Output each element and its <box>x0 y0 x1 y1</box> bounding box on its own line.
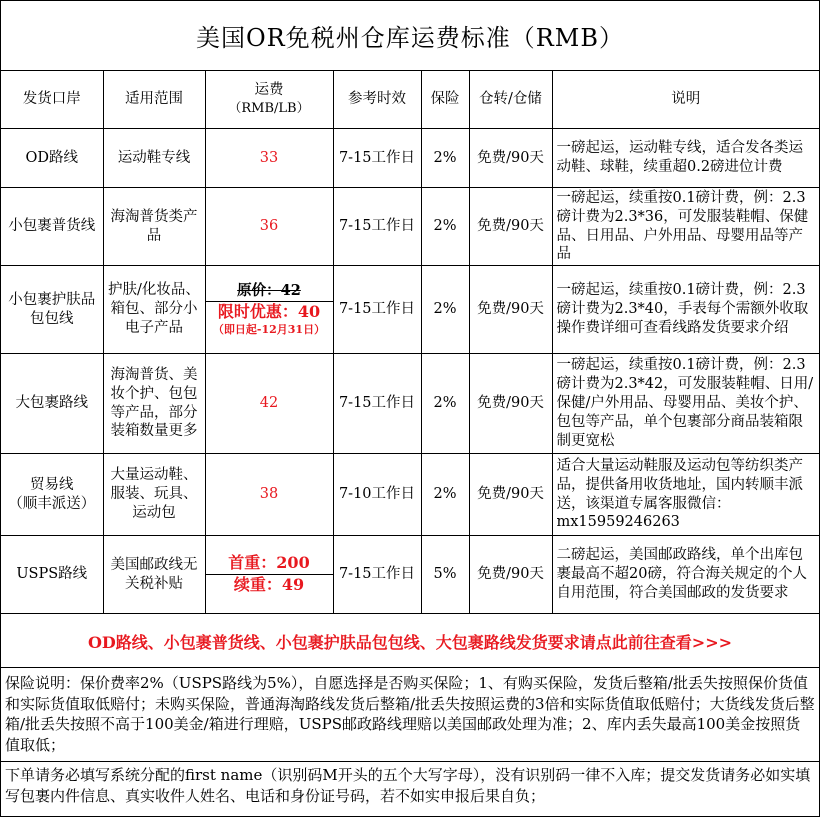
order-note: 下单请务必填写系统分配的first name（识别码M开头的五个大写字母），没有识别码一律不入库；提交发货请务必如实填写包裹内件信息、真实收件人姓名、电话和身份证号码，若不如实申报后果自负； <box>5 766 811 805</box>
page-title: 美国OR免税州仓库运费标准（RMB） <box>1 1 819 71</box>
header-port: 发货口岸 <box>1 71 103 129</box>
header-insurance: 保险 <box>421 71 469 129</box>
row-insurance: 2% <box>421 188 469 266</box>
row-insurance: 2% <box>421 454 469 536</box>
row-port: 大包裹路线 <box>1 354 103 454</box>
row-scope: 大量运动鞋、服装、玩具、运动包 <box>103 454 205 536</box>
row-storage: 免费/90天 <box>469 454 552 536</box>
shipping-requirements-link[interactable]: OD路线、小包裹普货线、小包裹护肤品包包线、大包裹路线发货要求请点此前往查看>>> <box>1 615 819 668</box>
row-scope: 海淘普货类产品 <box>103 188 205 266</box>
row-insurance: 2% <box>421 129 469 188</box>
insurance-note: 保险说明：保价费率2%（USPS路线为5%），自愿选择是否购买保险；1、有购买保险，发货后整箱/批丢失按照保价货值和实际货值取低赔付；未购买保险，普通海淘路线发货后整箱/批丢失按照运费的3倍和实际货值取低赔付；大货线发货后整箱/批丢失按照不高于100美金/箱进行理赔，USPS邮政路线理赔以美国邮政处理为准；2、库内丢失最高100美金按照货值取低； <box>1 667 819 762</box>
table-row <box>1 454 819 536</box>
first-weight-price: 首重：200 <box>228 553 310 573</box>
header-fee: 运费 （RMB/LB） <box>205 71 333 129</box>
row-insurance: 5% <box>421 536 469 614</box>
header-time: 参考时效 <box>333 71 421 129</box>
row-time: 7-15工作日 <box>333 188 421 266</box>
row-port: 小包裹普货线 <box>1 188 103 266</box>
row-storage: 免费/90天 <box>469 354 552 454</box>
row-insurance: 2% <box>421 266 469 354</box>
row-storage: 免费/90天 <box>469 266 552 354</box>
row-port: OD路线 <box>1 129 103 188</box>
row-desc: 一磅起运，续重按0.1磅计费，例：2.3磅计费为2.3*40，手表每个需额外收取操作费详细可查看线路发货要求介绍 <box>552 266 819 354</box>
continued-weight-price: 续重：49 <box>233 575 305 594</box>
header-scope: 适用范围 <box>103 71 205 129</box>
header-desc: 说明 <box>552 71 819 129</box>
row-time: 7-15工作日 <box>333 129 421 188</box>
table-row <box>1 266 819 354</box>
row-fee <box>205 536 333 614</box>
table-header-row <box>1 71 819 129</box>
row-scope: 运动鞋专线 <box>103 129 205 188</box>
table-row <box>1 188 819 266</box>
row-desc: 二磅起运，美国邮政路线，单个出库包裹最高不超20磅，符合海关规定的个人自用范围，符合美国邮政的发货要求 <box>552 536 819 614</box>
promo-price: 限时优惠：40 <box>217 301 321 321</box>
row-storage: 免费/90天 <box>469 188 552 266</box>
row-insurance: 2% <box>421 354 469 454</box>
row-desc: 适合大量运动鞋服及运动包等纺织类产品，提供备用收货地址，国内转顺丰派送，该渠道专属客服微信：mx15959246263 <box>552 454 819 536</box>
row-desc: 一磅起运，运动鞋专线，适合发各类运动鞋、球鞋，续重超0.2磅进位计费 <box>552 129 819 188</box>
row-fee: 38 <box>205 454 333 536</box>
rate-table <box>1 70 819 614</box>
row-time: 7-10工作日 <box>333 454 421 536</box>
row-fee: 33 <box>205 129 333 188</box>
original-price: 原价：42 <box>237 282 301 300</box>
row-time: 7-15工作日 <box>333 354 421 454</box>
row-storage: 免费/90天 <box>469 536 552 614</box>
promo-period: （即日起-12月31日） <box>212 322 326 336</box>
row-storage: 免费/90天 <box>469 129 552 188</box>
row-time: 7-15工作日 <box>333 266 421 354</box>
row-fee: 42 <box>205 354 333 454</box>
row-port: 小包裹护肤品包包线 <box>1 266 103 354</box>
row-scope: 海淘普货、美妆个护、包包等产品，部分装箱数量更多 <box>103 354 205 454</box>
row-scope: 美国邮政线无关税补贴 <box>103 536 205 614</box>
table-row <box>1 354 819 454</box>
table-row <box>1 536 819 614</box>
row-desc: 一磅起运，续重按0.1磅计费，例：2.3磅计费为2.3*42，可发服装鞋帽、日用/保健/户外用品、母婴用品、美妆个护、包包等产品，单个包裹部分商品装箱限制更宽松 <box>552 354 819 454</box>
row-time: 7-15工作日 <box>333 536 421 614</box>
row-scope: 护肤/化妆品、箱包、部分小电子产品 <box>103 266 205 354</box>
table-row <box>1 129 819 188</box>
header-storage: 仓转/仓储 <box>469 71 552 129</box>
row-port: 贸易线 （顺丰派送） <box>1 454 103 536</box>
row-port: USPS路线 <box>1 536 103 614</box>
row-desc: 一磅起运，续重按0.1磅计费，例：2.3磅计费为2.3*36，可发服装鞋帽、保健品、日用品、户外用品、母婴用品等产品 <box>552 188 819 266</box>
row-fee: 36 <box>205 188 333 266</box>
row-fee <box>205 266 333 354</box>
